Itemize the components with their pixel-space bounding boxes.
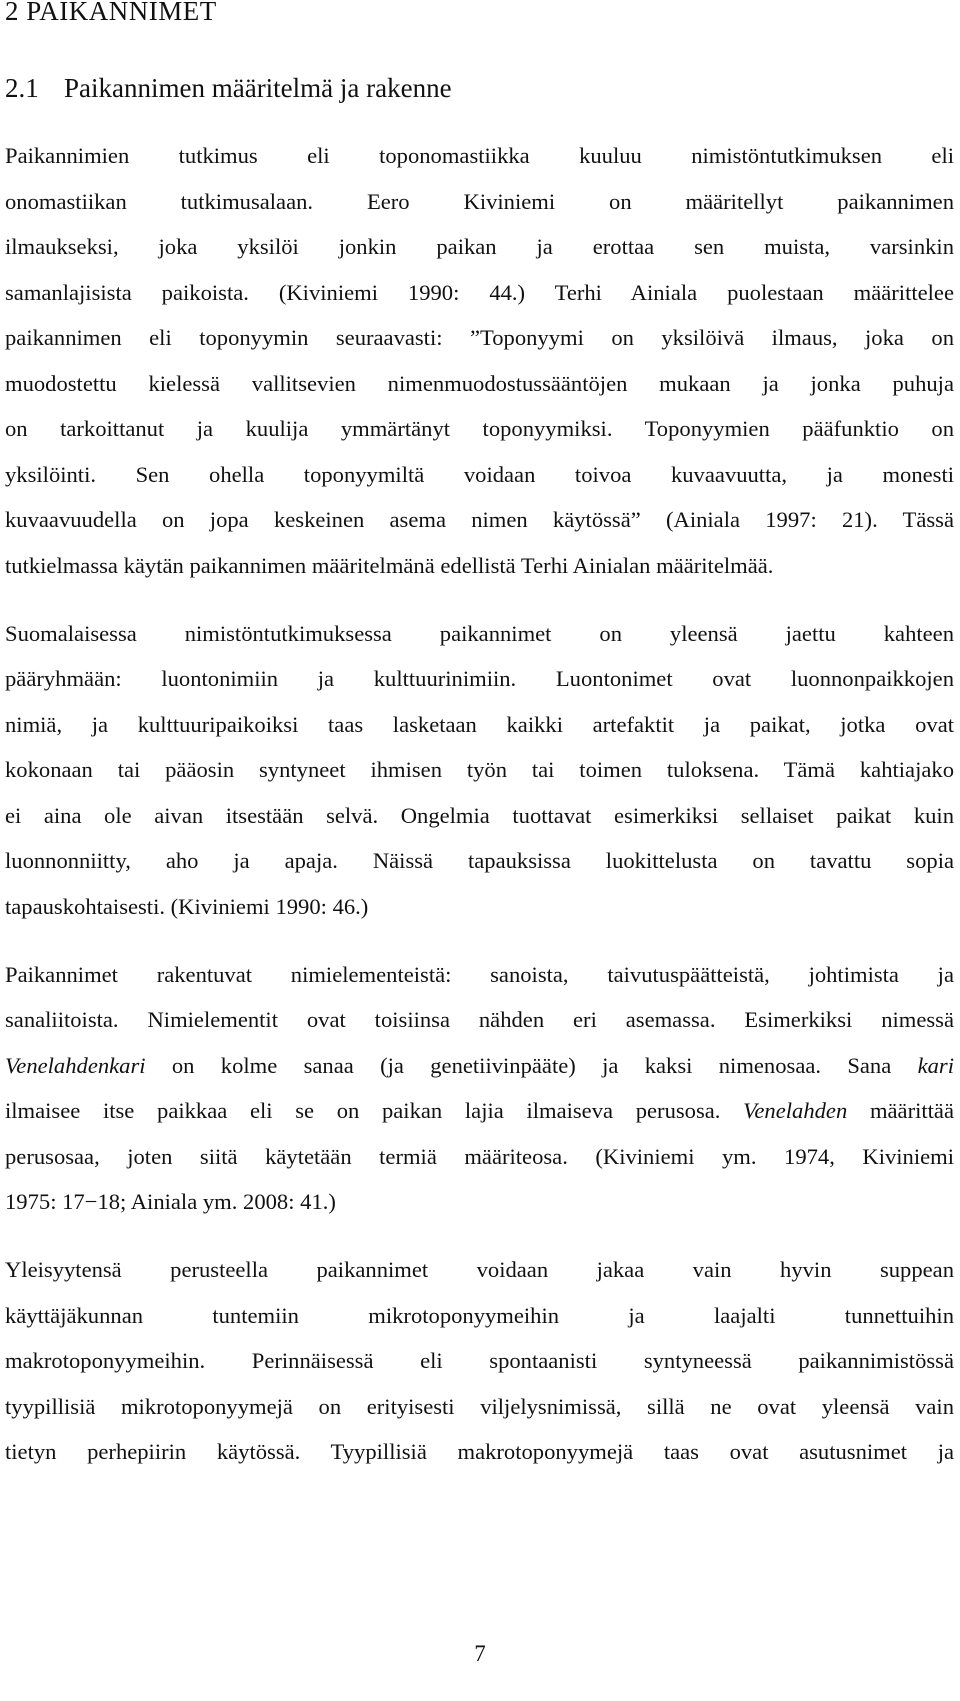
paragraph-1-line: on tarkoittanut ja kuulija ymmärtänyt toponyymiksi. Toponyymien pääfunktio on [5, 416, 954, 441]
paragraph-4-line: Yleisyytensä perusteella paikannimet voidaan jakaa vain hyvin suppean [5, 1257, 954, 1282]
paragraph-1-line: Paikannimien tutkimus eli toponomastiikka kuuluu nimistöntutkimuksen eli [5, 143, 954, 168]
term-italic: kari [917, 1053, 954, 1078]
paragraph-2-line: kokonaan tai pääosin syntyneet ihmisen työn tai toimen tuloksena. Tämä kahtiajako [5, 757, 954, 782]
paragraph-2-line: nimiä, ja kulttuuripaikoiksi taas lasketaan kaikki artefaktit ja paikat, jotka ovat [5, 712, 954, 737]
section-title: Paikannimen määritelmä ja rakenne [64, 73, 452, 103]
paragraph-2-line: ei aina ole aivan itsestään selvä. Ongelmia tuottavat esimerkiksi sellaiset paikat kuin [5, 803, 954, 828]
paragraph-1-line: yksilöinti. Sen ohella toponyymiltä voidaan toivoa kuvaavuutta, ja monesti [5, 462, 954, 487]
paragraph-4-line: makrotoponyymeihin. Perinnäisessä eli spontaanisti syntyneessä paikannimistössä [5, 1348, 954, 1373]
paragraph-4-line: tyypillisiä mikrotoponyymejä on erityisesti viljelysnimissä, sillä ne ovat yleensä vain [5, 1394, 954, 1419]
term-italic: Venelahden [743, 1098, 848, 1123]
section-number: 2.1 [5, 73, 39, 103]
paragraph-1-line: ilmaukseksi, joka yksilöi jonkin paikan ja erottaa sen muista, varsinkin [5, 234, 954, 259]
page-number: 7 [474, 1641, 486, 1666]
paragraph-2-line: tapauskohtaisesti. (Kiviniemi 1990: 46.) [5, 894, 369, 919]
paragraph-2-line: Suomalaisessa nimistöntutkimuksessa paikannimet on yleensä jaettu kahteen [5, 621, 954, 646]
paragraph-3-line: Venelahdenkari on kolme sanaa (ja genetiivinpääte) ja kaksi nimenosaa. Sana kari [5, 1053, 954, 1078]
section-heading [5, 73, 452, 104]
paragraph-1-line: samanlajisista paikoista. (Kiviniemi 1990: 44.) Terhi Ainiala puolestaan määrittelee [5, 280, 954, 305]
paragraph-4-line: käyttäjäkunnan tuntemiin mikrotoponyymeihin ja laajalti tunnettuihin [5, 1303, 954, 1328]
paragraph-1-line: kuvaavuudella on jopa keskeinen asema nimen käytössä” (Ainiala 1997: 21). Tässä [5, 507, 954, 532]
paragraph-3-line: ilmaisee itse paikkaa eli se on paikan lajia ilmaiseva perusosa. Venelahden määrittää [5, 1098, 954, 1123]
example-name-italic: Venelahdenkari [5, 1053, 146, 1078]
paragraph-1-line: paikannimen eli toponyymin seuraavasti: ”Toponyymi on yksilöivä ilmaus, joka on [5, 325, 954, 350]
paragraph-3-line: perusosaa, joten siitä käytetään termiä määriteosa. (Kiviniemi ym. 1974, Kiviniemi [5, 1144, 954, 1169]
paragraph-4-line: tietyn perhepiirin käytössä. Tyypillisiä makrotoponyymejä taas ovat asutusnimet ja [5, 1439, 954, 1464]
paragraph-1-line: muodostettu kielessä vallitsevien nimenmuodostussääntöjen mukaan ja jonka puhuja [5, 371, 954, 396]
paragraph-1-line: tutkielmassa käytän paikannimen määritelmänä edellistä Terhi Ainialan määritelmää. [5, 553, 774, 578]
paragraph-1-line: onomastiikan tutkimusalaan. Eero Kiviniemi on määritellyt paikannimen [5, 189, 954, 214]
paragraph-3-line: sanaliitoista. Nimielementit ovat toisiinsa nähden eri asemassa. Esimerkiksi nimessä [5, 1007, 954, 1032]
paragraph-3-line: 1975: 17−18; Ainiala ym. 2008: 41.) [5, 1189, 336, 1214]
paragraph-2-line: luonnonniitty, aho ja apaja. Näissä tapauksissa luokittelusta on tavattu sopia [5, 848, 954, 873]
chapter-title: 2 PAIKANNIMET [5, 0, 217, 26]
paragraph-2-line: pääryhmään: luontonimiin ja kulttuurinimiin. Luontonimet ovat luonnonpaikkojen [5, 666, 954, 691]
paragraph-3-line: Paikannimet rakentuvat nimielementeistä: sanoista, taivutuspäätteistä, johtimista ja [5, 962, 954, 987]
